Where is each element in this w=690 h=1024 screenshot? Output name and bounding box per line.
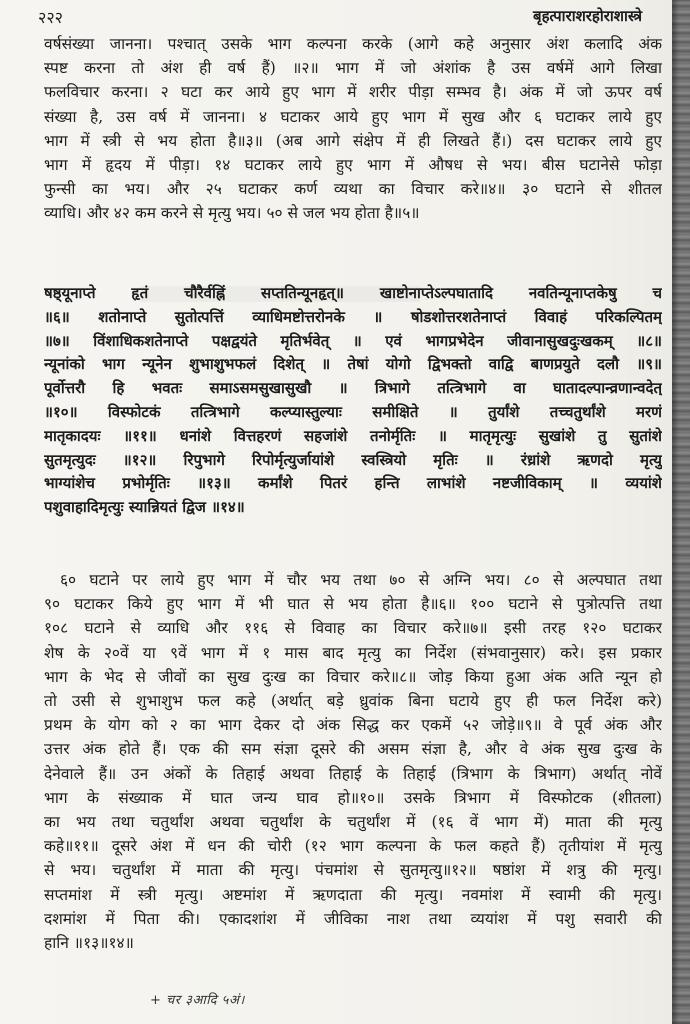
verse-line: ॥६॥ शतोनाप्ते सुतोत्पत्तिं व्याधिमष्टोत्तरोनके ॥ षोडशोत्तरशतेनाप्तं विवाहं परिकल्पितम्: [44, 307, 662, 326]
book-binding-shadow: [672, 0, 690, 1024]
text-line: हानि ॥१३॥१४॥: [44, 934, 134, 953]
text-line: तो उसी से शुभाशुभ फल कहे (अर्थात् बड़े ध्रुवांक बिना घटाये हुए ही फल निर्देश करे): [44, 692, 662, 711]
running-title: बृहत्पाराशरहोराशास्त्रे: [533, 7, 642, 25]
text-line: ६० घटाने पर लाये हुए भाग में चौर भय तथा ७० से अग्नि भय। ८० से अल्पघात तथा: [60, 571, 662, 589]
verse-line: षष्ठ्यूनाप्ते हृतं चौरैर्वह्निं सप्ततिन्यूनहृत्॥ खाष्टोनाप्तेऽल्पघातादि नवतिन्यूनाप्तकेषु च: [44, 284, 662, 302]
text-line: कहे॥११॥ दूसरे अंश में धन की चोरी (१२ भाग कल्पना के फल कहते हैं) तृतीयांश में मृत्यु: [44, 837, 662, 856]
verse-line: भाग्यांशेच प्रभोर्मृतिः ॥१३॥ कर्मांशे पितरं हन्ति लाभांशे नष्टजीविकाम् ॥ व्ययांशे: [44, 474, 662, 493]
text-line: भाग में स्त्री से भय होता है॥३॥ (अब आगे संक्षेप में ही लिखते हैं।) दस घटाकर लाये हुए: [44, 131, 662, 150]
text-line: स्पष्ट करना तो अंश ही वर्ष हैं) ॥२॥ भाग में जो अंशांक है उस वर्षमें आगे लिखा: [44, 59, 662, 78]
text-line: वर्षसंख्या जानना। पश्चात् उसके भाग कल्पना करके (आगे कहे अनुसार अंश कलादि अंक: [44, 35, 662, 53]
verse-line: पशुवाहादिमृत्युः स्यान्नियतं द्विज ॥१४॥: [44, 498, 245, 517]
verse-line: पूर्वोत्तरौ हि भवतः समाऽसमसुखासुखौ ॥ त्रिभागे तत्त्रिभागे वा घातादल्पान्व्रणान्वदेत्: [44, 379, 662, 398]
text-line: १०८ घटाने से व्याधि और ११६ से विवाह का विचार करे॥७॥ इसी तरह १२० घटाकर: [44, 619, 662, 638]
text-line: शेष के २०वें या ९वें भाग में १ मास बाद मृत्यु का निर्देश (संभवानुसार) करे। इस प्रकार: [44, 643, 662, 662]
text-line: से भय। चतुर्थांश में माता की मृत्यु। पंचमांश से सुतमृत्यु॥१२॥ षष्ठांश में शत्रु की मृत्यु।: [44, 861, 662, 880]
page-number: २२२: [38, 8, 63, 27]
page-header: [38, 6, 642, 32]
text-line: सप्तमांश में स्त्री मृत्यु। अष्टमांश में ऋणदाता की मृत्यु। नवमांश में स्वामी की मृत्यु।: [44, 885, 662, 904]
verse-line: मातृकादयः ॥११॥ धनांशे वित्तहरणं सहजांशे तनोर्मृतिः ॥ मातृमृत्युः सुखांशे तु सुतांशे: [44, 426, 662, 445]
verse-line: ॥१०॥ विस्फोटकं तत्त्रिभागे कल्प्यास्तुल्याः समीक्षिते ॥ तुर्यांशे तच्चतुर्थांशे मरणं: [44, 402, 662, 421]
text-line: दशमांश में पिता की। एकादशांश में जीविका नाश तथा व्ययांश में पशु सवारी की: [44, 909, 662, 928]
text-line: भाग के संख्याक में घात जन्य घाव हो॥१०॥ उसके त्रिभाग में विस्फोटक (शीतला): [44, 788, 662, 807]
text-line: फुन्सी का भय। और २५ घटाकर कर्ण व्यथा का विचार करे॥४॥ ३० घटाने से शीतल: [44, 180, 662, 199]
hindi-commentary-top: [44, 32, 662, 226]
text-line: भाग के भेद से जीवों का सुख दुःख का विचार करे॥८॥ जोड़ किया हुआ अंक अति न्यून हो: [44, 667, 662, 686]
text-line: भाग में हृदय में पीड़ा। १४ घटाकर लाये हुए भाग में औषध से भय। बीस घटानेसे फोड़ा: [44, 156, 662, 175]
hindi-commentary-bottom: [44, 568, 662, 955]
text-line: देनेवाले हैं॥ उन अंकों के तिहाई अथवा तिहाई के तिहाई (त्रिभाग के त्रिभाग) अर्थात् नोवें: [44, 764, 662, 783]
verse-line: सुतमृत्युदः ॥१२॥ रिपुभागे रिपोर्मृत्युर्जायांशे स्वस्त्रियो मृतिः ॥ रंध्रांशे ऋणदो मृत्यु: [44, 450, 662, 469]
handwritten-annotation: + चर ३आदि ५अं।: [150, 993, 245, 1008]
text-line: फलविचार करना। २ घटा कर आये हुए भाग में शरीर पीड़ा सम्भव है। अंक में जो ऊपर वर्ष: [44, 83, 662, 102]
text-line: संख्या है, उस वर्ष में जानना। ४ घटाकर आये हुए भाग में सुख और ६ घटाकर लाये हुए: [44, 107, 662, 126]
text-line: ९० घटाकर किये हुए भाग में भी घात से भय होता है॥६॥ १०० घटाने से पुत्रोत्पत्ति तथा: [44, 595, 662, 614]
text-line: उत्तर अंक होते हैं। एक की सम संज्ञा दूसरे की असम संज्ञा है, और वे अंक सुख दुःख के: [44, 740, 662, 759]
verse-line: ॥७॥ विंशाधिकशतेनाप्ते पक्षद्वयंते मृतिर्भवेत् ॥ एवं भागप्रभेदेन जीवानासुखदुःखकम् ॥८॥: [44, 331, 662, 350]
text-line: प्रथम के योग को २ का भाग देकर दो अंक सिद्ध कर एकमें ५२ जोड़े॥९॥ वे पूर्व अंक और: [44, 716, 662, 735]
verse-line: न्यूनांको भाग न्यूनेन शुभाशुभफलं दिशेत् ॥ तेषां योगो द्विभक्तो वाद्वि बाणप्रयुते दलौ ॥९॥: [44, 355, 662, 374]
sanskrit-verses: [44, 282, 662, 520]
text-line: का भय तथा चतुर्थांश अथवा चतुर्थांश के चतुर्थांश में (१६ वें भाग में) माता की मृत्यु: [44, 813, 662, 832]
text-line: व्याधि। और ४२ कम करने से मृत्यु भय। ५० से जल भय होता है॥५॥: [44, 204, 420, 223]
